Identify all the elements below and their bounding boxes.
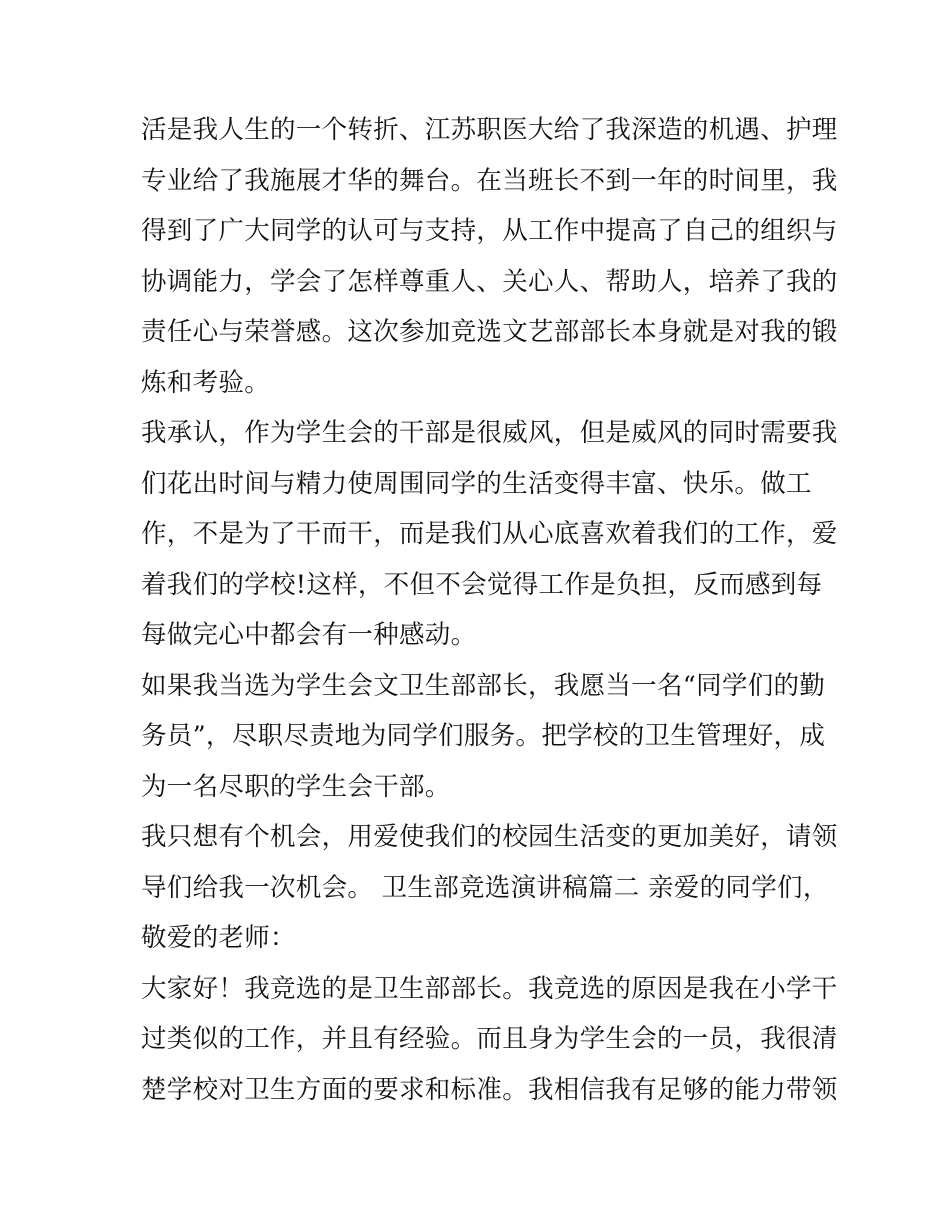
text-line: 楚学校对卫生方面的要求和标准。我相信我有足够的能力带领 [141, 1075, 838, 1105]
text-line: 导们给我一次机会。 卫生部竞选演讲稿篇二 亲爱的同学们， [141, 873, 829, 903]
text-line: 得到了广大同学的认可与支持，从工作中提高了自己的组织与 [141, 216, 838, 246]
text-line: 务员”，尽职尽责地为同学们服务。把学校的卫生管理好，成 [141, 721, 826, 751]
text-line: 着我们的学校!这样，不但不会觉得工作是负担，反而感到每 [141, 570, 823, 600]
text-line: 过类似的工作，并且有经验。而且身为学生会的一员，我很清 [141, 1024, 838, 1054]
text-line: 每做完心中都会有一种感动。 [141, 620, 477, 650]
text-line: 如果我当选为学生会文卫生部部长，我愿当一名“同学们的勤 [141, 671, 826, 701]
text-line: 责任心与荣誉感。这次参加竞选文艺部部长本身就是对我的锻 [141, 317, 838, 347]
text-line: 专业给了我施展才华的舞台。在当班长不到一年的时间里，我 [141, 166, 838, 196]
text-line: 我只想有个机会，用爱使我们的校园生活变的更加美好，请领 [141, 822, 838, 852]
text-line: 活是我人生的一个转折、江苏职医大给了我深造的机遇、护理 [141, 115, 838, 145]
text-line: 为一名尽职的学生会干部。 [141, 772, 451, 802]
text-line: 炼和考验。 [141, 368, 271, 398]
text-line: 敬爱的老师： [141, 923, 296, 953]
text-line: 作，不是为了干而干，而是我们从心底喜欢着我们的工作，爱 [141, 519, 838, 549]
text-line: 们花出时间与精力使周围同学的生活变得丰富、快乐。做工 [141, 469, 812, 499]
text-line: 我承认，作为学生会的干部是很威风，但是威风的同时需要我 [141, 418, 838, 448]
text-line: 协调能力，学会了怎样尊重人、关心人、帮助人，培养了我的 [141, 267, 838, 297]
text-line: 大家好！我竞选的是卫生部部长。我竞选的原因是我在小学干 [141, 974, 838, 1004]
